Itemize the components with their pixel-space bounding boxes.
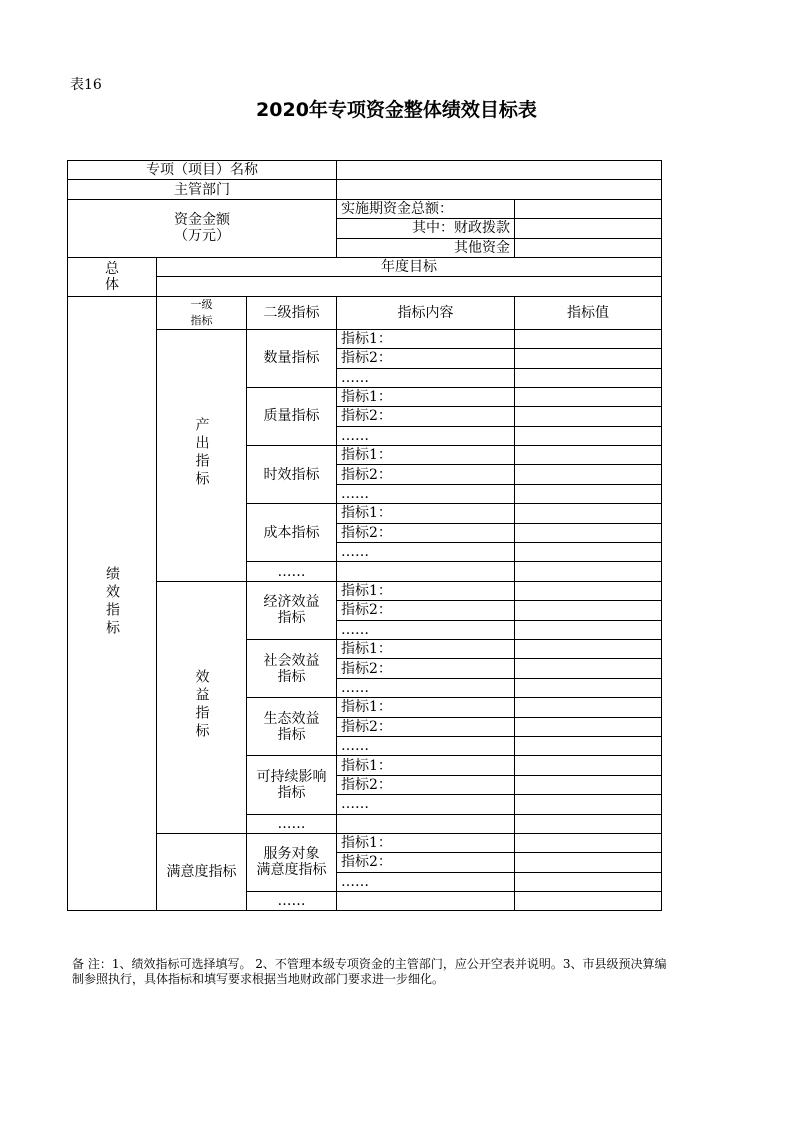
page-title: 2020年专项资金整体绩效目标表 (256, 99, 537, 121)
level1-header-line1: 一级 (190, 297, 213, 311)
value-header: 指标值 (515, 296, 662, 329)
indicator-2-label[interactable]: 指标2： (337, 717, 515, 736)
indicator-1-label[interactable]: 指标1： (337, 639, 515, 658)
indicator-1-label[interactable]: 指标1： (337, 833, 515, 852)
finance-funds-value[interactable] (515, 219, 662, 238)
indicator-content-cell[interactable] (337, 562, 515, 581)
indicator-value-cell[interactable] (515, 620, 662, 639)
satisfaction-indicator-label: 满意度指标 (157, 833, 247, 911)
indicator-value-cell[interactable] (515, 872, 662, 891)
indicator-value-cell[interactable] (515, 601, 662, 620)
indicator-1-label[interactable]: 指标1： (337, 581, 515, 600)
other-funds-value[interactable] (515, 238, 662, 257)
indicator-value-cell[interactable] (515, 833, 662, 852)
quality-indicator-label: 质量指标 (247, 387, 337, 445)
indicator-1-label[interactable]: 指标1： (337, 698, 515, 717)
indicator-1-label[interactable]: 指标1： (337, 446, 515, 465)
annual-target-value[interactable] (157, 277, 662, 296)
funds-label-text: 资金金额 (174, 212, 230, 229)
indicator-value-cell[interactable] (515, 543, 662, 562)
indicator-etc[interactable]: …… (337, 426, 515, 445)
indicator-value-cell[interactable] (515, 756, 662, 775)
benefit-etc-label: …… (247, 814, 337, 833)
social-benefit-line1: 社会效益 (263, 652, 320, 669)
department-label: 主管部门 (68, 180, 337, 199)
indicator-etc[interactable]: …… (337, 543, 515, 562)
annual-target-label: 年度目标 (157, 257, 662, 276)
total-funds-label: 实施期资金总额： (337, 199, 515, 218)
indicator-1-label[interactable]: 指标1： (337, 756, 515, 775)
indicator-value-cell[interactable] (515, 484, 662, 503)
indicator-value-cell[interactable] (515, 504, 662, 523)
indicator-2-label[interactable]: 指标2： (337, 659, 515, 678)
indicator-etc[interactable]: …… (337, 678, 515, 697)
indicator-content-cell[interactable] (337, 892, 515, 911)
indicator-value-cell[interactable] (515, 368, 662, 387)
service-satisfaction-line2: 满意度指标 (256, 862, 327, 879)
indicator-value-cell[interactable] (515, 698, 662, 717)
indicator-2-label[interactable]: 指标2： (337, 853, 515, 872)
ecological-benefit-line2: 指标 (277, 726, 306, 743)
footnote: 备 注：1、绩效指标可选择填写。 2、不管理本级专项资金的主管部门，应公开空表并说明。3、市县级预决算编制参照执行，具体指标和填写要求根据当地财政部门要求进一步细化。 (72, 957, 667, 986)
indicator-value-cell[interactable] (515, 639, 662, 658)
indicator-content-cell[interactable] (337, 814, 515, 833)
performance-indicator-label (68, 296, 157, 911)
output-indicator-label (157, 329, 247, 581)
indicator-etc[interactable]: …… (337, 620, 515, 639)
indicator-value-cell[interactable] (515, 678, 662, 697)
indicator-value-cell[interactable] (515, 407, 662, 426)
finance-funds-label: 其中：财政拨款 (337, 219, 515, 238)
performance-indicator-text: 绩效指标 (104, 565, 120, 638)
department-value[interactable] (337, 180, 662, 199)
indicator-value-cell[interactable] (515, 426, 662, 445)
indicator-1-label[interactable]: 指标1： (337, 329, 515, 348)
indicator-1-label[interactable]: 指标1： (337, 387, 515, 406)
indicator-etc[interactable]: …… (337, 872, 515, 891)
timeliness-indicator-label: 时效指标 (247, 446, 337, 504)
indicator-value-cell[interactable] (515, 465, 662, 484)
indicator-value-cell[interactable] (515, 736, 662, 755)
benefit-indicator-text: 效益指标 (193, 669, 210, 742)
performance-target-table (67, 160, 662, 911)
overall-char-2: 体 (105, 276, 119, 293)
output-etc-label: …… (247, 562, 337, 581)
indicator-2-label[interactable]: 指标2： (337, 465, 515, 484)
indicator-value-cell[interactable] (515, 446, 662, 465)
indicator-value-cell[interactable] (515, 329, 662, 348)
indicator-value-cell[interactable] (515, 775, 662, 794)
indicator-value-cell[interactable] (515, 581, 662, 600)
table-number: 表16 (70, 77, 102, 93)
indicator-2-label[interactable]: 指标2： (337, 407, 515, 426)
sustainability-line2: 指标 (277, 784, 306, 801)
service-satisfaction-label (247, 833, 337, 891)
other-funds-label: 其他资金 (337, 238, 515, 257)
sustainability-label (247, 756, 337, 814)
indicator-value-cell[interactable] (515, 795, 662, 814)
ecological-benefit-line1: 生态效益 (263, 710, 320, 727)
social-benefit-line2: 指标 (277, 668, 306, 685)
indicator-2-label[interactable]: 指标2： (337, 601, 515, 620)
quantity-indicator-label: 数量指标 (247, 329, 337, 387)
indicator-etc[interactable]: …… (337, 368, 515, 387)
ecological-benefit-label (247, 698, 337, 756)
indicator-value-cell[interactable] (515, 387, 662, 406)
indicator-etc[interactable]: …… (337, 484, 515, 503)
indicator-value-cell[interactable] (515, 349, 662, 368)
benefit-indicator-label (157, 581, 247, 833)
indicator-value-cell[interactable] (515, 814, 662, 833)
indicator-value-cell[interactable] (515, 717, 662, 736)
overall-label (68, 257, 157, 296)
economic-benefit-label (247, 581, 337, 639)
economic-benefit-line2: 指标 (277, 610, 306, 627)
indicator-value-cell[interactable] (515, 523, 662, 542)
indicator-value-cell[interactable] (515, 562, 662, 581)
indicator-2-label[interactable]: 指标2： (337, 523, 515, 542)
level1-header-line2: 指标 (190, 313, 213, 327)
content-header: 指标内容 (337, 296, 515, 329)
satisfaction-etc-label: …… (247, 892, 337, 911)
indicator-etc[interactable]: …… (337, 736, 515, 755)
output-indicator-text: 产出指标 (193, 417, 210, 490)
indicator-2-label[interactable]: 指标2： (337, 349, 515, 368)
overall-char-1: 总 (105, 260, 119, 277)
indicator-value-cell[interactable] (515, 892, 662, 911)
project-name-value[interactable] (337, 161, 662, 180)
funds-unit: （万元） (174, 228, 230, 245)
indicator-2-label[interactable]: 指标2： (337, 775, 515, 794)
funds-label (68, 199, 337, 257)
indicator-value-cell[interactable] (515, 853, 662, 872)
social-benefit-label (247, 639, 337, 697)
level2-header: 二级指标 (247, 296, 337, 329)
sustainability-line1: 可持续影响 (256, 768, 327, 785)
indicator-1-label[interactable]: 指标1： (337, 504, 515, 523)
economic-benefit-line1: 经济效益 (263, 594, 320, 611)
level1-header (157, 296, 247, 329)
total-funds-value[interactable] (515, 199, 662, 218)
indicator-etc[interactable]: …… (337, 795, 515, 814)
service-satisfaction-line1: 服务对象 (263, 846, 320, 863)
indicator-value-cell[interactable] (515, 659, 662, 678)
project-name-label: 专项（项目）名称 (68, 161, 337, 180)
cost-indicator-label: 成本指标 (247, 504, 337, 562)
